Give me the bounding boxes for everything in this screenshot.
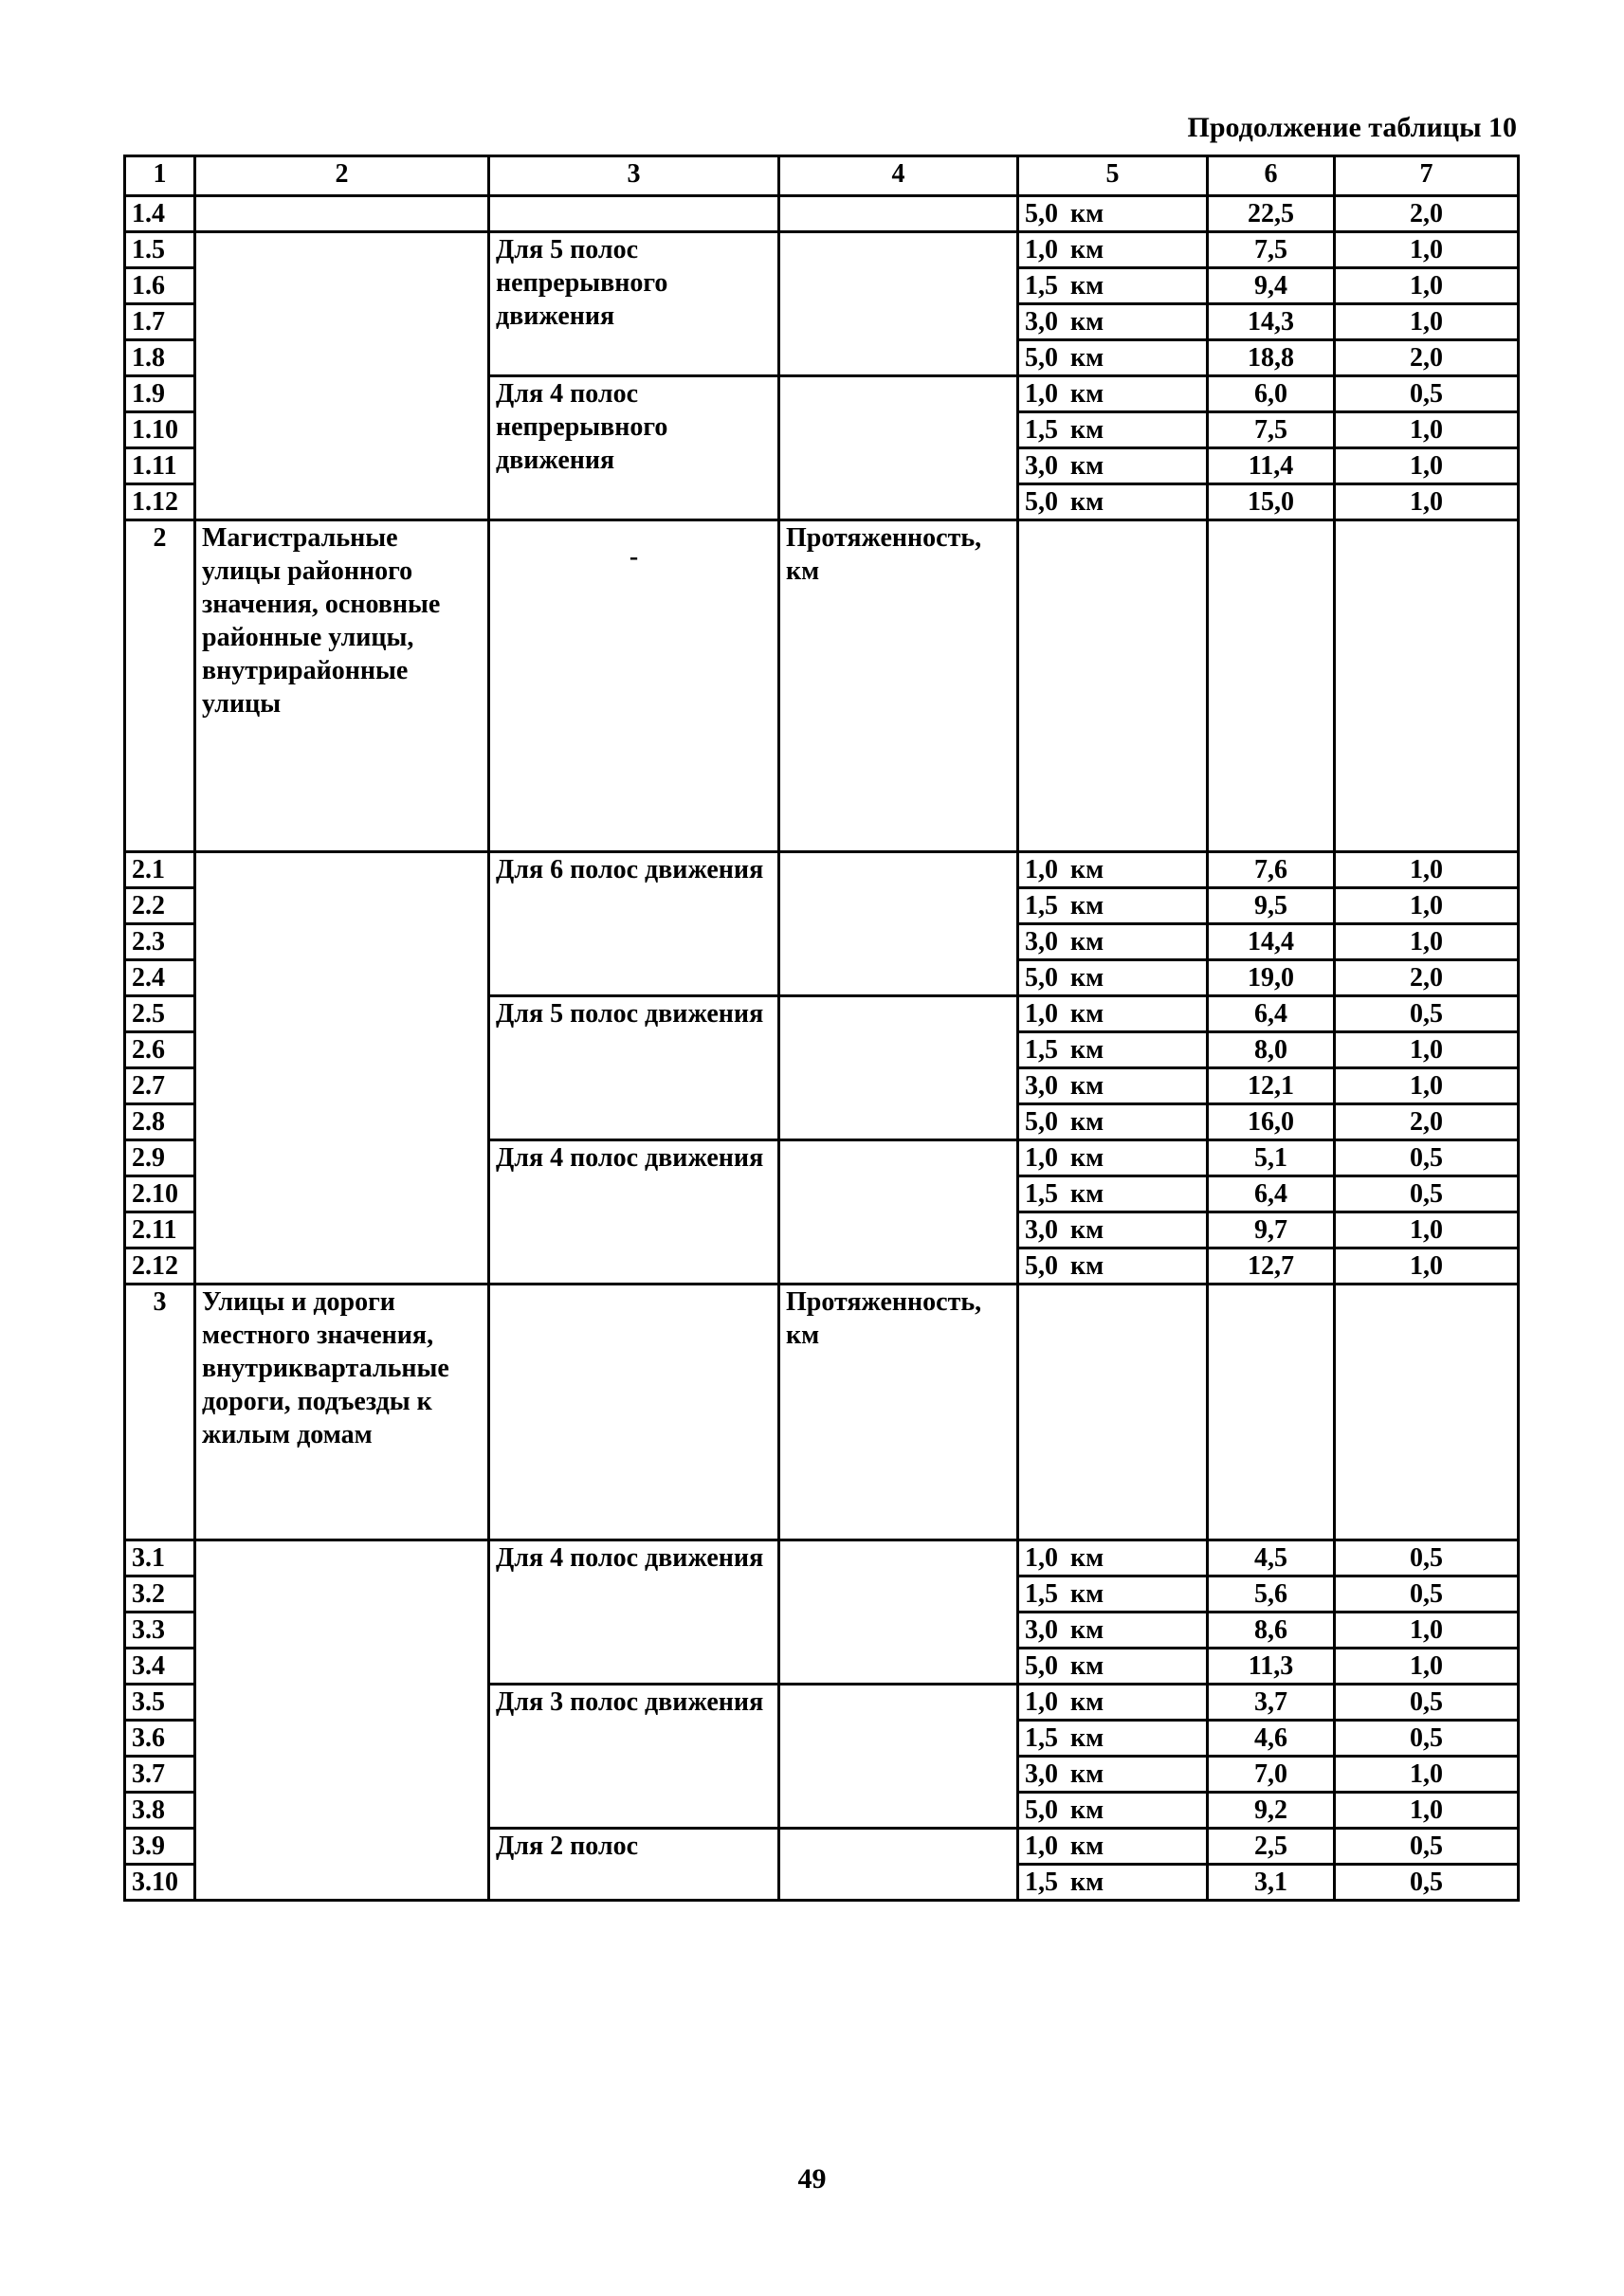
- cell-length: [1018, 1285, 1208, 1540]
- cell-col4: [779, 196, 1018, 232]
- cell-length: 1,5 км: [1018, 888, 1208, 924]
- cell-col7: 1,0: [1335, 888, 1519, 924]
- cell-col4: [779, 232, 1018, 376]
- column-header: 6: [1208, 156, 1335, 196]
- cell-col7: 1,0: [1335, 448, 1519, 484]
- section-number: 3: [125, 1285, 195, 1540]
- row-number: 2.3: [125, 924, 195, 960]
- cell-col6: [1208, 1285, 1335, 1540]
- cell-col6: 14,4: [1208, 924, 1335, 960]
- cell-col4: [779, 852, 1018, 996]
- page-number: 49: [797, 2163, 827, 2195]
- cell-col7: 1,0: [1335, 924, 1519, 960]
- cell-length: 5,0 км: [1018, 1248, 1208, 1285]
- cell-col6: 9,5: [1208, 888, 1335, 924]
- cell-col7: 1,0: [1335, 304, 1519, 340]
- row-number: 3.10: [125, 1865, 195, 1901]
- lane-group-label: Для 6 полос движения: [489, 852, 779, 996]
- lane-group-label: Для 5 полос непрерывного движения: [489, 232, 779, 376]
- cell-col6: 7,5: [1208, 232, 1335, 268]
- cell-col7: 2,0: [1335, 1104, 1519, 1140]
- row-number: 3.8: [125, 1793, 195, 1829]
- unit-label: Протяженность, км: [779, 520, 1018, 852]
- row-number: 1.12: [125, 484, 195, 520]
- table-row: [125, 232, 1519, 268]
- cell-col2: [195, 232, 489, 520]
- cell-col6: 16,0: [1208, 1104, 1335, 1140]
- row-number: 2.10: [125, 1176, 195, 1212]
- row-number: 3.4: [125, 1649, 195, 1685]
- column-header: 7: [1335, 156, 1519, 196]
- cell-col7: [1335, 1285, 1519, 1540]
- section-title: Магистральные улицы районного значения, основные районные улицы, внутрирайонные улицы: [195, 520, 489, 852]
- section-number: 2: [125, 520, 195, 852]
- cell-col7: 0,5: [1335, 1829, 1519, 1865]
- cell-col7: 0,5: [1335, 1176, 1519, 1212]
- cell-col7: 0,5: [1335, 1540, 1519, 1576]
- cell-col7: 0,5: [1335, 1140, 1519, 1176]
- header-row: [125, 156, 1519, 196]
- cell-col6: 2,5: [1208, 1829, 1335, 1865]
- cell-col2: [195, 852, 489, 1285]
- row-number: 2.6: [125, 1032, 195, 1068]
- cell-col6: 4,5: [1208, 1540, 1335, 1576]
- section-row: [125, 1285, 1519, 1540]
- cell-col7: 1,0: [1335, 1793, 1519, 1829]
- cell-col4: [779, 1685, 1018, 1829]
- cell-col6: 5,6: [1208, 1576, 1335, 1613]
- cell-length: 3,0 км: [1018, 924, 1208, 960]
- cell-length: 1,0 км: [1018, 1140, 1208, 1176]
- cell-col3: -: [489, 520, 779, 852]
- row-number: 2.1: [125, 852, 195, 888]
- lane-group-label: Для 4 полос движения: [489, 1540, 779, 1685]
- cell-length: 3,0 км: [1018, 448, 1208, 484]
- cell-col2: [195, 1540, 489, 1901]
- cell-length: 5,0 км: [1018, 196, 1208, 232]
- table-row: [125, 1540, 1519, 1576]
- row-number: 3.5: [125, 1685, 195, 1721]
- cell-col4: [779, 1829, 1018, 1901]
- cell-col7: [1335, 520, 1519, 852]
- cell-length: 1,0 км: [1018, 1829, 1208, 1865]
- cell-col7: 1,0: [1335, 412, 1519, 448]
- table-row: [125, 196, 1519, 232]
- data-table: [123, 155, 1520, 1902]
- cell-length: 3,0 км: [1018, 1068, 1208, 1104]
- row-number: 2.2: [125, 888, 195, 924]
- cell-col6: 5,1: [1208, 1140, 1335, 1176]
- cell-col6: 6,4: [1208, 1176, 1335, 1212]
- column-header: 5: [1018, 156, 1208, 196]
- cell-length: 5,0 км: [1018, 484, 1208, 520]
- cell-length: 5,0 км: [1018, 1104, 1208, 1140]
- row-number: 1.6: [125, 268, 195, 304]
- cell-length: 1,5 км: [1018, 412, 1208, 448]
- row-number: 1.7: [125, 304, 195, 340]
- cell-col7: 1,0: [1335, 852, 1519, 888]
- cell-col7: 0,5: [1335, 376, 1519, 412]
- cell-length: 5,0 км: [1018, 960, 1208, 996]
- cell-col2: [195, 196, 489, 232]
- cell-col7: 0,5: [1335, 1721, 1519, 1757]
- cell-col6: 11,3: [1208, 1649, 1335, 1685]
- cell-length: 3,0 км: [1018, 1757, 1208, 1793]
- cell-col7: 0,5: [1335, 1865, 1519, 1901]
- cell-length: 1,5 км: [1018, 268, 1208, 304]
- column-header: 3: [489, 156, 779, 196]
- cell-length: 1,5 км: [1018, 1576, 1208, 1613]
- column-header: 2: [195, 156, 489, 196]
- cell-col7: 1,0: [1335, 1757, 1519, 1793]
- cell-col7: 1,0: [1335, 1032, 1519, 1068]
- row-number: 2.5: [125, 996, 195, 1032]
- row-number: 3.2: [125, 1576, 195, 1613]
- cell-col7: 1,0: [1335, 232, 1519, 268]
- row-number: 1.4: [125, 196, 195, 232]
- cell-col7: 2,0: [1335, 196, 1519, 232]
- cell-col6: 7,0: [1208, 1757, 1335, 1793]
- lane-group-label: Для 2 полос: [489, 1829, 779, 1901]
- cell-length: 1,0 км: [1018, 996, 1208, 1032]
- cell-length: [1018, 520, 1208, 852]
- cell-col6: 19,0: [1208, 960, 1335, 996]
- column-header: 4: [779, 156, 1018, 196]
- row-number: 3.6: [125, 1721, 195, 1757]
- cell-col7: 1,0: [1335, 1248, 1519, 1285]
- cell-col7: 1,0: [1335, 1613, 1519, 1649]
- unit-label: Протяженность, км: [779, 1285, 1018, 1540]
- lane-group-label: Для 3 полос движения: [489, 1685, 779, 1829]
- cell-col6: 3,7: [1208, 1685, 1335, 1721]
- table-row: [125, 852, 1519, 888]
- cell-col7: 2,0: [1335, 340, 1519, 376]
- cell-col4: [779, 1540, 1018, 1685]
- cell-col6: 9,4: [1208, 268, 1335, 304]
- row-number: 2.12: [125, 1248, 195, 1285]
- cell-col3: [489, 1285, 779, 1540]
- cell-col6: 9,7: [1208, 1212, 1335, 1248]
- cell-col6: 12,7: [1208, 1248, 1335, 1285]
- lane-group-label: Для 4 полос движения: [489, 1140, 779, 1285]
- cell-col3: [489, 196, 779, 232]
- cell-col6: 3,1: [1208, 1865, 1335, 1901]
- cell-length: 5,0 км: [1018, 1649, 1208, 1685]
- row-number: 1.5: [125, 232, 195, 268]
- cell-col6: 7,5: [1208, 412, 1335, 448]
- lane-group-label: Для 5 полос движения: [489, 996, 779, 1140]
- cell-length: 3,0 км: [1018, 304, 1208, 340]
- row-number: 3.3: [125, 1613, 195, 1649]
- column-header: 1: [125, 156, 195, 196]
- row-number: 2.8: [125, 1104, 195, 1140]
- cell-col7: 0,5: [1335, 1685, 1519, 1721]
- cell-col4: [779, 1140, 1018, 1285]
- cell-col7: 1,0: [1335, 268, 1519, 304]
- section-row: [125, 520, 1519, 852]
- cell-col6: 22,5: [1208, 196, 1335, 232]
- cell-length: 1,0 км: [1018, 852, 1208, 888]
- cell-col6: 8,0: [1208, 1032, 1335, 1068]
- cell-col4: [779, 996, 1018, 1140]
- cell-length: 5,0 км: [1018, 340, 1208, 376]
- cell-col4: [779, 376, 1018, 520]
- row-number: 2.4: [125, 960, 195, 996]
- cell-col6: 9,2: [1208, 1793, 1335, 1829]
- cell-col6: 12,1: [1208, 1068, 1335, 1104]
- row-number: 2.11: [125, 1212, 195, 1248]
- cell-col6: 8,6: [1208, 1613, 1335, 1649]
- cell-col7: 1,0: [1335, 484, 1519, 520]
- cell-length: 1,0 км: [1018, 1540, 1208, 1576]
- section-title: Улицы и дороги местного значения, внутриквартальные дороги, подъезды к жилым домам: [195, 1285, 489, 1540]
- table-caption: Продолжение таблицы 10: [1187, 112, 1517, 143]
- cell-col7: 1,0: [1335, 1068, 1519, 1104]
- cell-length: 3,0 км: [1018, 1212, 1208, 1248]
- cell-col7: 0,5: [1335, 1576, 1519, 1613]
- cell-col7: 2,0: [1335, 960, 1519, 996]
- cell-col6: 6,4: [1208, 996, 1335, 1032]
- cell-col7: 0,5: [1335, 996, 1519, 1032]
- row-number: 3.9: [125, 1829, 195, 1865]
- row-number: 1.10: [125, 412, 195, 448]
- row-number: 1.8: [125, 340, 195, 376]
- cell-length: 3,0 км: [1018, 1613, 1208, 1649]
- cell-length: 1,0 км: [1018, 1685, 1208, 1721]
- cell-col7: 1,0: [1335, 1649, 1519, 1685]
- cell-length: 1,0 км: [1018, 232, 1208, 268]
- row-number: 1.9: [125, 376, 195, 412]
- cell-length: 1,5 км: [1018, 1721, 1208, 1757]
- row-number: 2.9: [125, 1140, 195, 1176]
- cell-col6: 18,8: [1208, 340, 1335, 376]
- cell-col6: 11,4: [1208, 448, 1335, 484]
- cell-col6: [1208, 520, 1335, 852]
- row-number: 2.7: [125, 1068, 195, 1104]
- cell-length: 1,5 км: [1018, 1176, 1208, 1212]
- cell-col6: 14,3: [1208, 304, 1335, 340]
- cell-col7: 1,0: [1335, 1212, 1519, 1248]
- cell-length: 1,5 км: [1018, 1865, 1208, 1901]
- cell-col6: 7,6: [1208, 852, 1335, 888]
- row-number: 3.7: [125, 1757, 195, 1793]
- row-number: 3.1: [125, 1540, 195, 1576]
- cell-length: 5,0 км: [1018, 1793, 1208, 1829]
- cell-col6: 6,0: [1208, 376, 1335, 412]
- cell-length: 1,0 км: [1018, 376, 1208, 412]
- cell-col6: 4,6: [1208, 1721, 1335, 1757]
- cell-col6: 15,0: [1208, 484, 1335, 520]
- row-number: 1.11: [125, 448, 195, 484]
- lane-group-label: Для 4 полос непрерывного движения: [489, 376, 779, 520]
- cell-length: 1,5 км: [1018, 1032, 1208, 1068]
